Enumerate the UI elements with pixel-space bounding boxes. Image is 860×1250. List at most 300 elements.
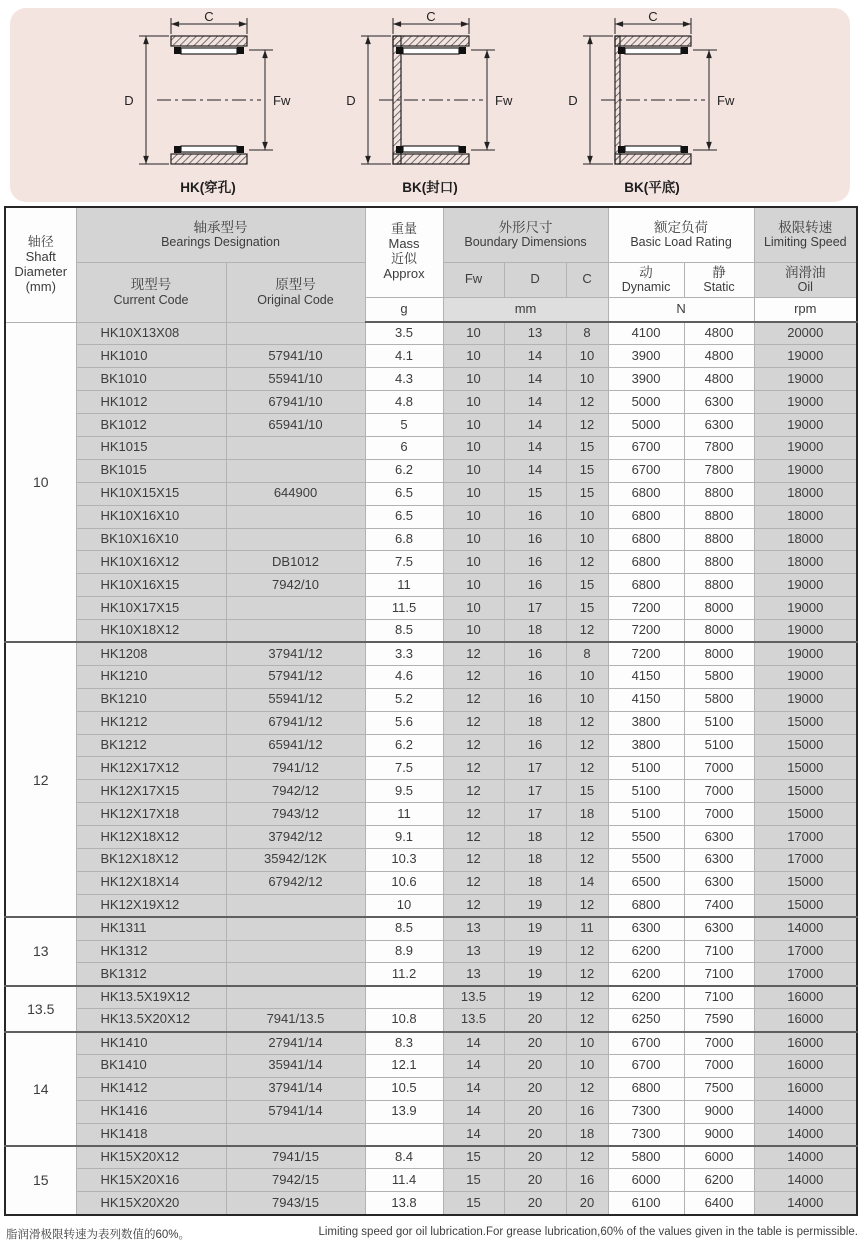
dynamic-load-cell: 4100 [608, 322, 684, 345]
header-shaft-diameter: 轴径 Shaft Diameter (mm) [5, 207, 76, 322]
table-row [5, 1077, 857, 1100]
original-code-cell: 67941/12 [226, 711, 365, 734]
mass-cell: 4.1 [365, 345, 443, 368]
mass-cell: 12.1 [365, 1055, 443, 1078]
fw-cell: 10 [443, 436, 504, 459]
shaft-diameter-cell: 13 [5, 917, 76, 986]
oil-speed-cell: 14000 [754, 1192, 857, 1215]
table-row [5, 642, 857, 665]
header-static: 静 Static [684, 262, 754, 297]
dynamic-load-cell: 5100 [608, 757, 684, 780]
table-row [5, 711, 857, 734]
static-load-cell: 7800 [684, 459, 754, 482]
d-cell: 20 [504, 1169, 566, 1192]
dynamic-load-cell: 5500 [608, 826, 684, 849]
c-cell: 12 [566, 940, 608, 963]
original-code-cell: 7941/12 [226, 757, 365, 780]
oil-speed-cell: 15000 [754, 803, 857, 826]
original-code-cell [226, 528, 365, 551]
static-load-cell: 7500 [684, 1077, 754, 1100]
table-row [5, 597, 857, 620]
d-cell: 20 [504, 1077, 566, 1100]
current-code-cell: BK1015 [76, 459, 226, 482]
unit-n: N [608, 297, 754, 322]
current-code-cell: HK15X20X16 [76, 1169, 226, 1192]
original-code-cell: 7943/15 [226, 1192, 365, 1215]
original-code-cell [226, 597, 365, 620]
oil-speed-cell: 19000 [754, 642, 857, 665]
oil-speed-cell: 19000 [754, 688, 857, 711]
fw-cell: 13 [443, 963, 504, 986]
c-cell: 18 [566, 1123, 608, 1146]
table-row [5, 757, 857, 780]
original-code-cell: 35942/12K [226, 848, 365, 871]
oil-speed-cell: 20000 [754, 322, 857, 345]
fw-cell: 15 [443, 1192, 504, 1215]
fw-cell: 13 [443, 917, 504, 940]
oil-speed-cell: 15000 [754, 757, 857, 780]
original-code-cell [226, 940, 365, 963]
d-cell: 16 [504, 734, 566, 757]
c-cell: 10 [566, 688, 608, 711]
mass-cell: 4.3 [365, 368, 443, 391]
current-code-cell: HK15X20X12 [76, 1146, 226, 1169]
fw-cell: 12 [443, 826, 504, 849]
static-load-cell: 9000 [684, 1123, 754, 1146]
original-code-cell [226, 620, 365, 643]
d-cell: 20 [504, 1123, 566, 1146]
dynamic-load-cell: 6100 [608, 1192, 684, 1215]
c-cell: 15 [566, 597, 608, 620]
current-code-cell: HK1418 [76, 1123, 226, 1146]
c-cell: 12 [566, 986, 608, 1009]
original-code-cell [226, 1123, 365, 1146]
current-code-cell: HK1012 [76, 391, 226, 414]
current-code-cell: HK1015 [76, 436, 226, 459]
c-cell: 12 [566, 757, 608, 780]
fw-cell: 13 [443, 940, 504, 963]
oil-speed-cell: 19000 [754, 414, 857, 437]
mass-cell: 7.5 [365, 757, 443, 780]
static-load-cell: 5100 [684, 711, 754, 734]
d-cell: 20 [504, 1055, 566, 1078]
table-row [5, 894, 857, 917]
fw-cell: 15 [443, 1146, 504, 1169]
c-cell: 16 [566, 1100, 608, 1123]
dynamic-load-cell: 6700 [608, 436, 684, 459]
fw-cell: 12 [443, 688, 504, 711]
original-code-cell: 644900 [226, 482, 365, 505]
dynamic-load-cell: 7200 [608, 620, 684, 643]
dynamic-load-cell: 6000 [608, 1169, 684, 1192]
fw-cell: 12 [443, 803, 504, 826]
svg-text:C: C [647, 12, 658, 24]
dynamic-load-cell: 5000 [608, 414, 684, 437]
header-d: D [504, 262, 566, 297]
original-code-cell: 7943/12 [226, 803, 365, 826]
d-cell: 16 [504, 505, 566, 528]
oil-speed-cell: 16000 [754, 1077, 857, 1100]
c-cell: 20 [566, 1192, 608, 1215]
oil-speed-cell: 14000 [754, 917, 857, 940]
d-cell: 19 [504, 940, 566, 963]
mass-cell: 5.2 [365, 688, 443, 711]
c-cell: 12 [566, 551, 608, 574]
oil-speed-cell: 15000 [754, 894, 857, 917]
current-code-cell: HK10X16X10 [76, 505, 226, 528]
static-load-cell: 5800 [684, 665, 754, 688]
dynamic-load-cell: 5800 [608, 1146, 684, 1169]
d-cell: 20 [504, 1146, 566, 1169]
mass-cell: 7.5 [365, 551, 443, 574]
mass-cell: 10.5 [365, 1077, 443, 1100]
oil-speed-cell: 19000 [754, 597, 857, 620]
oil-speed-cell: 15000 [754, 780, 857, 803]
c-cell: 10 [566, 368, 608, 391]
c-cell: 12 [566, 894, 608, 917]
d-cell: 20 [504, 1009, 566, 1032]
c-cell: 12 [566, 848, 608, 871]
c-cell: 15 [566, 436, 608, 459]
dynamic-load-cell: 5100 [608, 803, 684, 826]
mass-cell [365, 1123, 443, 1146]
mass-cell: 10.3 [365, 848, 443, 871]
original-code-cell [226, 436, 365, 459]
current-code-cell: HK1212 [76, 711, 226, 734]
fw-cell: 10 [443, 459, 504, 482]
d-cell: 14 [504, 345, 566, 368]
table-row [5, 1032, 857, 1055]
mass-cell: 10.6 [365, 871, 443, 894]
current-code-cell: HK12X19X12 [76, 894, 226, 917]
oil-speed-cell: 14000 [754, 1146, 857, 1169]
original-code-cell: 55941/12 [226, 688, 365, 711]
shaft-diameter-cell: 12 [5, 642, 76, 917]
mass-cell: 4.8 [365, 391, 443, 414]
c-cell: 11 [566, 917, 608, 940]
current-code-cell: BK12X18X12 [76, 848, 226, 871]
static-load-cell: 8000 [684, 597, 754, 620]
header-load-group: 额定负荷 Basic Load Rating [608, 207, 754, 262]
current-code-cell: HK1208 [76, 642, 226, 665]
oil-speed-cell: 19000 [754, 620, 857, 643]
static-load-cell: 6300 [684, 871, 754, 894]
current-code-cell: BK1410 [76, 1055, 226, 1078]
current-code-cell: HK10X16X15 [76, 574, 226, 597]
current-code-cell: HK13.5X20X12 [76, 1009, 226, 1032]
dynamic-load-cell: 6800 [608, 482, 684, 505]
oil-speed-cell: 16000 [754, 1055, 857, 1078]
oil-speed-cell: 19000 [754, 391, 857, 414]
current-code-cell: HK10X18X12 [76, 620, 226, 643]
dynamic-load-cell: 6250 [608, 1009, 684, 1032]
oil-speed-cell: 16000 [754, 1009, 857, 1032]
table-row [5, 528, 857, 551]
mass-cell: 5.6 [365, 711, 443, 734]
c-cell: 12 [566, 620, 608, 643]
header-current-code: 现型号 Current Code [76, 262, 226, 322]
header-c: C [566, 262, 608, 297]
table-row [5, 459, 857, 482]
d-cell: 20 [504, 1192, 566, 1215]
dynamic-load-cell: 4150 [608, 665, 684, 688]
c-cell: 12 [566, 414, 608, 437]
c-cell: 12 [566, 734, 608, 757]
mass-cell: 8.4 [365, 1146, 443, 1169]
c-cell: 10 [566, 1032, 608, 1055]
static-load-cell: 8800 [684, 505, 754, 528]
mass-cell: 6.2 [365, 459, 443, 482]
dynamic-load-cell: 6700 [608, 459, 684, 482]
static-load-cell: 8800 [684, 574, 754, 597]
fw-cell: 12 [443, 757, 504, 780]
table-row [5, 414, 857, 437]
header-speed-group: 极限转速 Limiting Speed [754, 207, 857, 262]
current-code-cell: BK1010 [76, 368, 226, 391]
oil-speed-cell: 18000 [754, 528, 857, 551]
shaft-diameter-cell: 14 [5, 1032, 76, 1146]
original-code-cell [226, 505, 365, 528]
oil-speed-cell: 15000 [754, 734, 857, 757]
current-code-cell: HK10X13X08 [76, 322, 226, 345]
original-code-cell [226, 322, 365, 345]
svg-text:Fw: Fw [272, 93, 290, 108]
current-code-cell: HK12X18X14 [76, 871, 226, 894]
original-code-cell: 7942/10 [226, 574, 365, 597]
original-code-cell: 35941/14 [226, 1055, 365, 1078]
d-cell: 14 [504, 414, 566, 437]
current-code-cell: HK1412 [76, 1077, 226, 1100]
mass-cell: 13.8 [365, 1192, 443, 1215]
dynamic-load-cell: 6200 [608, 986, 684, 1009]
fw-cell: 12 [443, 871, 504, 894]
fw-cell: 10 [443, 574, 504, 597]
fw-cell: 12 [443, 848, 504, 871]
svg-text:D: D [567, 93, 578, 108]
dynamic-load-cell: 3800 [608, 734, 684, 757]
d-cell: 17 [504, 803, 566, 826]
table-row [5, 1169, 857, 1192]
dynamic-load-cell: 6200 [608, 963, 684, 986]
dynamic-load-cell: 6700 [608, 1032, 684, 1055]
table-row [5, 803, 857, 826]
dynamic-load-cell: 5500 [608, 848, 684, 871]
table-row [5, 322, 857, 345]
mass-cell: 9.5 [365, 780, 443, 803]
d-cell: 16 [504, 574, 566, 597]
current-code-cell: HK12X17X12 [76, 757, 226, 780]
static-load-cell: 7000 [684, 803, 754, 826]
static-load-cell: 7000 [684, 757, 754, 780]
d-cell: 13 [504, 322, 566, 345]
unit-g: g [365, 297, 443, 322]
dynamic-load-cell: 7200 [608, 597, 684, 620]
fw-cell: 12 [443, 780, 504, 803]
c-cell: 12 [566, 391, 608, 414]
dynamic-load-cell: 3900 [608, 345, 684, 368]
shaft-diameter-cell: 10 [5, 322, 76, 642]
d-cell: 19 [504, 894, 566, 917]
fw-cell: 13.5 [443, 1009, 504, 1032]
current-code-cell: HK1312 [76, 940, 226, 963]
fw-cell: 15 [443, 1169, 504, 1192]
static-load-cell: 4800 [684, 368, 754, 391]
header-mass: 重量 Mass 近似 Approx [365, 207, 443, 297]
original-code-cell: 37942/12 [226, 826, 365, 849]
current-code-cell: HK1311 [76, 917, 226, 940]
dynamic-load-cell: 6800 [608, 505, 684, 528]
diagram-label: BK(封口) [402, 180, 458, 195]
oil-speed-cell: 19000 [754, 665, 857, 688]
d-cell: 19 [504, 986, 566, 1009]
header-designation-group: 轴承型号 Bearings Designation [76, 207, 365, 262]
original-code-cell [226, 917, 365, 940]
c-cell: 14 [566, 871, 608, 894]
current-code-cell: HK10X17X15 [76, 597, 226, 620]
oil-speed-cell: 19000 [754, 345, 857, 368]
static-load-cell: 5100 [684, 734, 754, 757]
mass-cell: 6.8 [365, 528, 443, 551]
fw-cell: 10 [443, 414, 504, 437]
dynamic-load-cell: 6800 [608, 551, 684, 574]
fw-cell: 12 [443, 665, 504, 688]
bearing-section-drawing [343, 12, 518, 178]
c-cell: 15 [566, 574, 608, 597]
static-load-cell: 6200 [684, 1169, 754, 1192]
svg-text:D: D [345, 93, 356, 108]
oil-speed-cell: 17000 [754, 940, 857, 963]
static-load-cell: 7100 [684, 963, 754, 986]
table-row [5, 917, 857, 940]
c-cell: 15 [566, 780, 608, 803]
diagram-label: BK(平底) [624, 180, 680, 195]
original-code-cell: 57941/12 [226, 665, 365, 688]
dynamic-load-cell: 6800 [608, 528, 684, 551]
mass-cell: 6.5 [365, 505, 443, 528]
fw-cell: 12 [443, 711, 504, 734]
static-load-cell: 4800 [684, 322, 754, 345]
mass-cell: 11.4 [365, 1169, 443, 1192]
original-code-cell: 57941/10 [226, 345, 365, 368]
c-cell: 12 [566, 826, 608, 849]
static-load-cell: 6400 [684, 1192, 754, 1215]
table-row [5, 391, 857, 414]
d-cell: 18 [504, 826, 566, 849]
bearing-spec-table [4, 206, 858, 1216]
oil-speed-cell: 18000 [754, 482, 857, 505]
c-cell: 15 [566, 459, 608, 482]
dynamic-load-cell: 6800 [608, 894, 684, 917]
table-row [5, 368, 857, 391]
d-cell: 14 [504, 459, 566, 482]
d-cell: 14 [504, 391, 566, 414]
dynamic-load-cell: 5000 [608, 391, 684, 414]
d-cell: 20 [504, 1100, 566, 1123]
current-code-cell: BK1212 [76, 734, 226, 757]
mass-cell: 3.5 [365, 322, 443, 345]
header-dynamic: 动 Dynamic [608, 262, 684, 297]
original-code-cell [226, 963, 365, 986]
fw-cell: 10 [443, 597, 504, 620]
table-row [5, 574, 857, 597]
static-load-cell: 6300 [684, 848, 754, 871]
d-cell: 18 [504, 848, 566, 871]
mass-cell: 10 [365, 894, 443, 917]
unit-mm: mm [443, 297, 608, 322]
c-cell: 18 [566, 803, 608, 826]
mass-cell: 8.5 [365, 917, 443, 940]
current-code-cell: HK1210 [76, 665, 226, 688]
bearing-section-drawing [565, 12, 740, 178]
original-code-cell: 7942/15 [226, 1169, 365, 1192]
current-code-cell: BK1012 [76, 414, 226, 437]
current-code-cell: HK10X15X15 [76, 482, 226, 505]
fw-cell: 14 [443, 1077, 504, 1100]
static-load-cell: 7000 [684, 1032, 754, 1055]
d-cell: 16 [504, 528, 566, 551]
table-row [5, 871, 857, 894]
shaft-diameter-cell: 13.5 [5, 986, 76, 1032]
d-cell: 17 [504, 757, 566, 780]
table-row [5, 688, 857, 711]
table-row [5, 1009, 857, 1032]
c-cell: 10 [566, 345, 608, 368]
d-cell: 16 [504, 665, 566, 688]
current-code-cell: BK10X16X10 [76, 528, 226, 551]
static-load-cell: 6300 [684, 826, 754, 849]
original-code-cell: 65941/10 [226, 414, 365, 437]
d-cell: 19 [504, 963, 566, 986]
mass-cell: 10.8 [365, 1009, 443, 1032]
fw-cell: 14 [443, 1032, 504, 1055]
bearing-diagram [119, 12, 297, 202]
table-row [5, 1146, 857, 1169]
d-cell: 19 [504, 917, 566, 940]
c-cell: 12 [566, 711, 608, 734]
mass-cell: 6.5 [365, 482, 443, 505]
diagram-label: HK(穿孔) [180, 180, 236, 195]
table-row [5, 1192, 857, 1215]
static-load-cell: 7400 [684, 894, 754, 917]
current-code-cell: HK12X17X18 [76, 803, 226, 826]
mass-cell: 5 [365, 414, 443, 437]
fw-cell: 14 [443, 1123, 504, 1146]
table-row [5, 436, 857, 459]
fw-cell: 10 [443, 322, 504, 345]
oil-speed-cell: 15000 [754, 711, 857, 734]
fw-cell: 10 [443, 505, 504, 528]
mass-cell: 11.2 [365, 963, 443, 986]
original-code-cell [226, 894, 365, 917]
fw-cell: 14 [443, 1055, 504, 1078]
fw-cell: 10 [443, 391, 504, 414]
static-load-cell: 6300 [684, 391, 754, 414]
current-code-cell: HK1410 [76, 1032, 226, 1055]
mass-cell: 8.5 [365, 620, 443, 643]
dynamic-load-cell: 6500 [608, 871, 684, 894]
oil-speed-cell: 16000 [754, 986, 857, 1009]
static-load-cell: 7100 [684, 986, 754, 1009]
static-load-cell: 7590 [684, 1009, 754, 1032]
d-cell: 18 [504, 620, 566, 643]
d-cell: 17 [504, 597, 566, 620]
dynamic-load-cell: 4150 [608, 688, 684, 711]
fw-cell: 14 [443, 1100, 504, 1123]
d-cell: 16 [504, 642, 566, 665]
footnote-zh: 脂润滑极限转速为表列数值的60%。 [6, 1228, 191, 1241]
static-load-cell: 8000 [684, 642, 754, 665]
table-row [5, 620, 857, 643]
